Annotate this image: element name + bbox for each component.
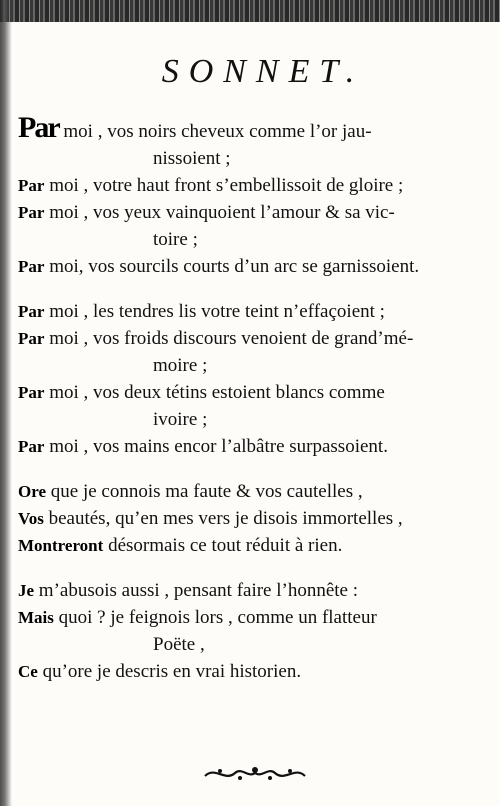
line-text: moi , vos froids discours venoient de grand’mé-: [44, 328, 414, 349]
line-text: moi , vos mains encor l’albâtre surpassoient.: [44, 436, 388, 457]
verse-line: [18, 478, 488, 505]
line-text: que je connois ma faute & vos cautelles ,: [46, 481, 363, 502]
line-lead-word: Par: [18, 176, 45, 195]
line-lead-word: Par: [18, 111, 59, 144]
line-text: qu’ore je descris en vrai historien.: [37, 661, 302, 682]
stanza: [18, 298, 488, 460]
line-lead-word: Par: [18, 329, 45, 348]
line-text: moi, vos sourcils courts d’un arc se garnissoient.: [44, 256, 420, 277]
verse-line: [18, 406, 488, 433]
verse-line: [18, 433, 488, 460]
line-lead-word: Par: [18, 203, 45, 222]
line-text: désormais ce tout réduit à rien.: [103, 535, 343, 556]
line-lead-word: Mais: [18, 608, 54, 627]
line-text: moire ;: [153, 355, 208, 376]
verse-line: [18, 172, 488, 199]
line-text: moi , vos deux tétins estoient blancs comme: [44, 382, 385, 403]
line-text: moi , votre haut front s’embellissoit de gloire ;: [44, 175, 404, 196]
line-text: moi , les tendres lis votre teint n’effaçoient ;: [44, 301, 385, 322]
sonnet-title: SONNET.: [161, 53, 365, 90]
line-text: quoi ? je feignois lors , comme un flatteur: [53, 607, 377, 628]
line-lead-word: Montreront: [18, 536, 104, 555]
line-lead-word: Ce: [18, 662, 38, 681]
verse-line: [18, 505, 488, 532]
line-lead-word: Vos: [18, 509, 44, 528]
verse-line: [18, 253, 488, 280]
verse-line: [18, 111, 488, 145]
line-text: Poëte ,: [153, 634, 205, 655]
page-top-border: [0, 0, 500, 22]
line-text: moi , vos noirs cheveux comme l’or jau-: [58, 121, 372, 142]
stanza: [18, 577, 488, 685]
verse-line: [18, 199, 488, 226]
line-text: moi , vos yeux vainquoient l’amour & sa vic-: [44, 202, 395, 223]
verse-line: [18, 352, 488, 379]
line-lead-word: Par: [18, 257, 45, 276]
line-lead-word: Par: [18, 437, 45, 456]
verse-line: [18, 604, 488, 631]
line-text: beautés, qu’en mes vers je disois immortelles ,: [43, 508, 403, 529]
stanza: [18, 478, 488, 559]
verse-line: [18, 325, 488, 352]
line-text: m’abusois aussi , pensant faire l’honnête :: [34, 580, 359, 601]
line-text: nissoient ;: [153, 148, 231, 169]
verse-line: [18, 532, 488, 559]
line-lead-word: Ore: [18, 482, 47, 501]
verse-line: [18, 658, 488, 685]
line-text: ivoire ;: [153, 409, 208, 430]
page-binding-edge: [0, 0, 12, 806]
poem-body: [18, 111, 488, 685]
verse-line: [18, 226, 488, 253]
stanza: [18, 111, 488, 280]
line-lead-word: Par: [18, 383, 45, 402]
line-lead-word: Je: [18, 581, 35, 600]
verse-line: [18, 379, 488, 406]
verse-line: [18, 298, 488, 325]
verse-line: [18, 145, 488, 172]
tailpiece-ornament-icon: [200, 762, 310, 784]
line-text: toire ;: [153, 229, 198, 250]
verse-line: [18, 631, 488, 658]
line-lead-word: Par: [18, 302, 45, 321]
document-page: [18, 50, 488, 703]
verse-line: [18, 577, 488, 604]
